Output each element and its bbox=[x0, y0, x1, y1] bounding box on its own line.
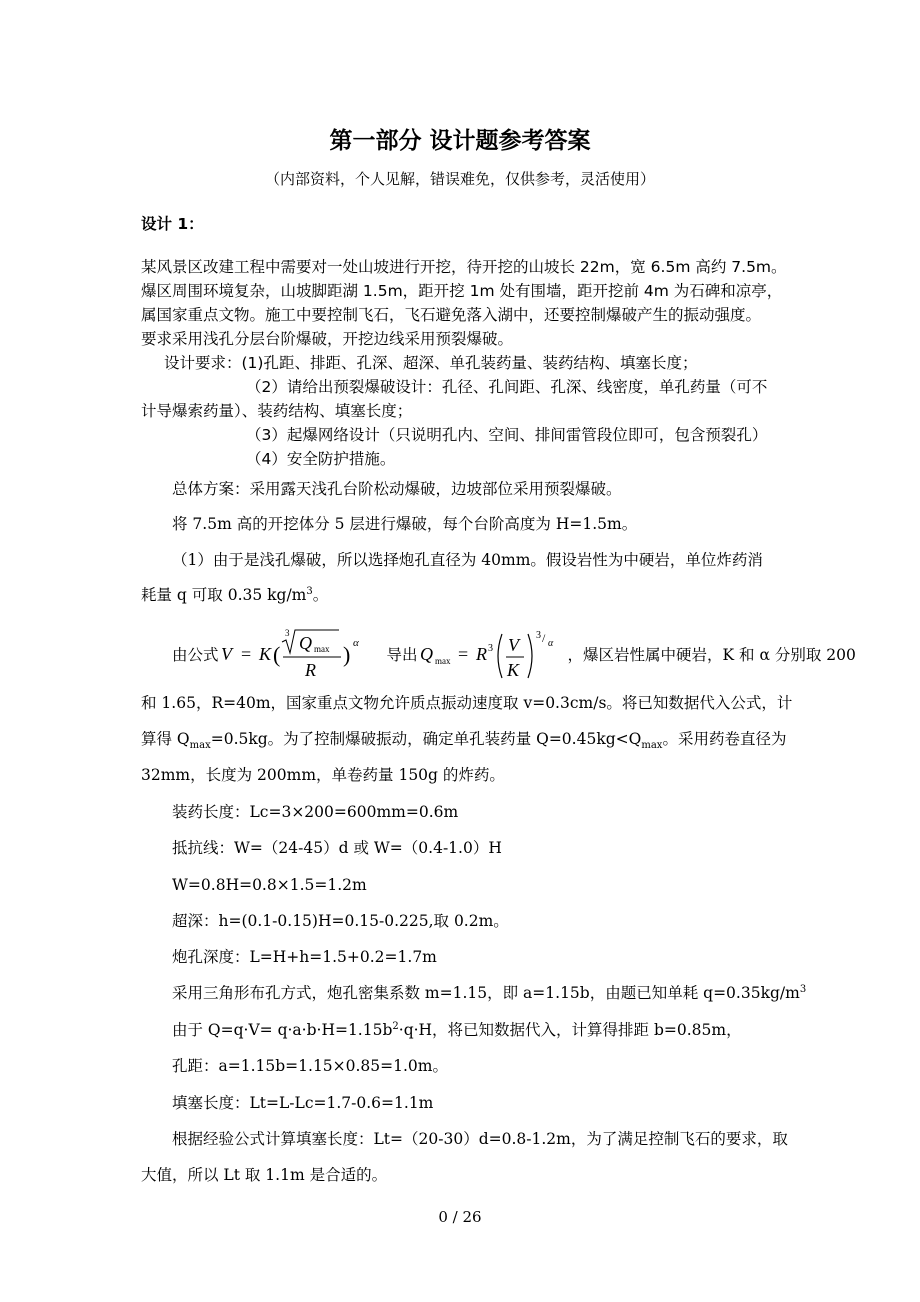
r-exponent: 3 bbox=[487, 643, 493, 654]
exponent-alpha: α bbox=[547, 638, 553, 649]
charge-length: 装药长度：Lc=3×200=600mm=0.6m bbox=[172, 803, 459, 821]
formula-velocity bbox=[219, 626, 387, 682]
q-symbol-2: Q bbox=[419, 644, 433, 664]
row-spacing: 由于 $Q=q\cdot V= q\cdot a\cdot b\cdot H=1.15b^2\cdot q\cdot H$，将已知数据代入，计算得排距 b=0.85m， bbox=[172, 1020, 742, 1039]
section-heading: 设计 1： bbox=[141, 215, 204, 233]
max-subscript-1: max bbox=[313, 644, 330, 654]
q-symbol-1: Q bbox=[298, 633, 312, 653]
requirement-1: 设计要求：(1)孔距、排距、孔深、超深、单孔装药量、装药结构、填塞长度； bbox=[164, 354, 698, 372]
para-2-line-b: 算得 $Q_{max}=0.5kg$。为了控制爆破振动，确定单孔装药量 $Q=0.45kg<Q_{max}$。采用药卷直径为 bbox=[141, 730, 787, 752]
cube-root-index: 3 bbox=[284, 628, 290, 638]
subdrill: 超深：h=(0.1-0.15)H=0.15-0.225,取 0.2m。 bbox=[172, 912, 509, 930]
exponent-numerator: 3 bbox=[535, 630, 541, 641]
formula-lead-text: 由公式 bbox=[172, 646, 219, 664]
alpha-exponent: α bbox=[352, 637, 359, 649]
requirement-2-cont: 计导爆索药量）、装药结构、填塞长度； bbox=[141, 402, 413, 420]
formula-charge bbox=[418, 626, 568, 682]
v-symbol-2: V bbox=[507, 635, 519, 655]
exponent-slash: / bbox=[541, 631, 545, 645]
page-number: 0 / 26 bbox=[438, 1208, 482, 1226]
equals-sign-2: = bbox=[457, 644, 468, 664]
hole-layout: 采用三角形布孔方式，炮孔密集系数 m=1.15，即 a=1.15b，由题已知单耗 $q=0.35kg/m^3$ bbox=[172, 983, 807, 1002]
problem-line-1: 某风景区改建工程中需要对一处山坡进行开挖，待开挖的山坡长 22m，宽 6.5m 高约 7.5m。 bbox=[141, 258, 787, 276]
para-1-line-b: 耗量 q 可取 0.35 $kg/m^3$。 bbox=[141, 585, 329, 604]
max-subscript-2: max bbox=[434, 656, 451, 666]
layer-plan: 将 7.5m 高的开挖体分 5 层进行爆破，每个台阶高度为 H=1.5m。 bbox=[172, 515, 638, 533]
formula-middle-text: 导出 bbox=[386, 646, 418, 664]
page-title: 第一部分 设计题参考答案 bbox=[329, 128, 591, 154]
empirical-line-b: 大值，所以 Lt 取 1.1m 是合适的。 bbox=[141, 1166, 388, 1184]
hole-spacing: 孔距：a=1.15b=1.15×0.85=1.0m。 bbox=[172, 1057, 448, 1075]
right-big-paren bbox=[528, 634, 532, 678]
formula-tail-text: ，爆区岩性属中硬岩，K 和 α 分别取 200 bbox=[567, 646, 856, 664]
problem-line-4: 要求采用浅孔分层台阶爆破，开挖边线采用预裂爆破。 bbox=[141, 330, 514, 348]
requirement-4: （4）安全防护措施。 bbox=[246, 450, 396, 468]
problem-line-3: 属国家重点文物。施工中要控制飞石，飞石避免落入湖中，还要控制爆破产生的振动强度。 bbox=[141, 306, 762, 324]
burden-formula: 抵抗线：W=（24-45）d 或 W=（0.4-1.0）H bbox=[172, 839, 502, 857]
page-subtitle: （内部资料，个人见解，错误难免，仅供参考，灵活使用） bbox=[264, 170, 655, 188]
formula-row bbox=[172, 626, 856, 682]
stemming-length: 填塞长度：Lt=L-Lc=1.7-0.6=1.1m bbox=[172, 1094, 434, 1112]
left-paren-1: ( bbox=[272, 642, 280, 667]
k-symbol-2: K bbox=[506, 660, 519, 680]
right-paren-1: ) bbox=[342, 642, 350, 667]
overall-plan: 总体方案：采用露天浅孔台阶松动爆破，边坡部位采用预裂爆破。 bbox=[172, 480, 622, 498]
empirical-line-a: 根据经验公式计算填塞长度：Lt=（20-30）d=0.8-1.2m，为了满足控制飞石的要求，取 bbox=[172, 1130, 788, 1148]
hole-depth: 炮孔深度：L=H+h=1.5+0.2=1.7m bbox=[172, 948, 437, 966]
para-2-line-c: 32mm，长度为 200mm，单卷药量 150g 的炸药。 bbox=[141, 766, 505, 784]
equals-sign-1: = bbox=[240, 644, 251, 664]
para-1-line-a: （1）由于是浅孔爆破，所以选择炮孔直径为 40mm。假设岩性为中硬岩，单位炸药消 bbox=[172, 551, 763, 569]
left-big-paren bbox=[498, 634, 502, 678]
r-symbol-1: R bbox=[304, 660, 316, 680]
problem-line-2: 爆区周围环境复杂，山坡脚距湖 1.5m，距开挖 1m 处有围墙，距开挖前 4m 为石碑和凉亭， bbox=[141, 282, 783, 300]
burden-value: W=0.8H=0.8×1.5=1.2m bbox=[172, 876, 367, 894]
k-symbol: K bbox=[258, 644, 271, 664]
v-symbol: V bbox=[220, 644, 232, 664]
para-2-line-a: 和 1.65，R=40m，国家重点文物允许质点振动速度取 v=0.3cm/s。将已知数据代入公式，计 bbox=[141, 694, 793, 712]
requirement-2: （2）请给出预裂爆破设计：孔径、孔间距、孔深、线密度，单孔药量（可不 bbox=[246, 378, 768, 396]
requirement-3: （3）起爆网络设计（只说明孔内、空间、排间雷管段位即可，包含预裂孔） bbox=[246, 426, 768, 444]
r-symbol-2: R bbox=[475, 644, 487, 664]
